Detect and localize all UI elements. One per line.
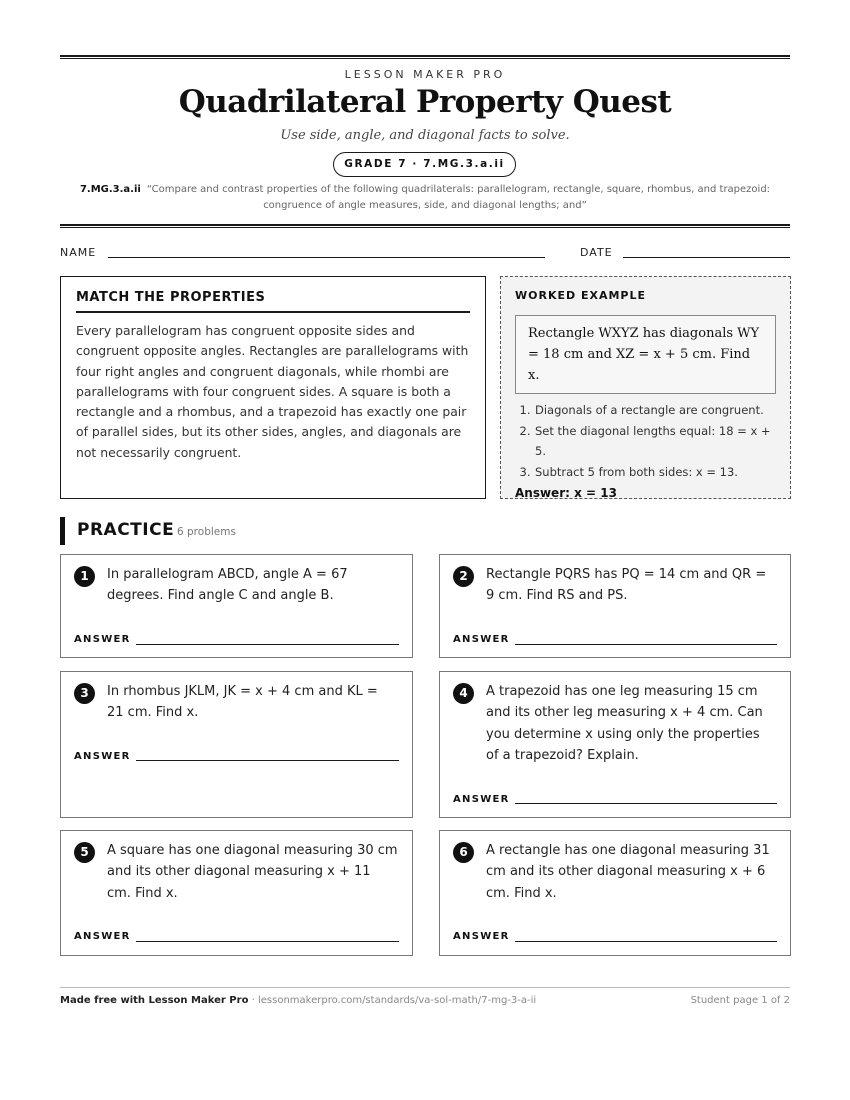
problem-text: Rectangle PQRS has PQ = 14 cm and QR = 9 cm. Find RS and PS. [486,567,767,604]
standard-code: 7.MG.3.a.ii [79,184,141,195]
problem-number-badge: 4 [453,683,474,704]
problem-card-3 [60,671,413,818]
worked-example-problem: Rectangle WXYZ has diagonals WY = 18 cm and XZ = x + 5 cm. Find x. [515,315,776,394]
worked-step: 1. Diagonals of a rectangle are congruent. [519,403,764,417]
answer-field[interactable] [515,803,777,804]
answer-field[interactable] [136,760,399,761]
worked-example-heading: WORKED EXAMPLE [515,289,646,302]
worked-step: 3. Subtract 5 from both sides: x = 13. [519,464,738,479]
name-field[interactable] [108,257,545,258]
header-bottom-rule [60,224,790,228]
answer-field[interactable] [136,644,399,645]
page-title: Quadrilateral Property Quest [178,84,672,120]
top-rule [60,55,790,59]
match-properties-heading: MATCH THE PROPERTIES [76,290,470,313]
problem-card-6 [439,830,791,956]
match-properties-panel [60,276,486,499]
brand-name: LESSON MAKER PRO [344,68,506,81]
worked-example-panel [500,276,791,499]
answer-label: ANSWER [453,931,510,942]
standard-description [75,182,775,214]
problem-card-2 [439,554,791,658]
footer-attribution [60,995,536,1006]
problem-number-badge: 1 [74,566,95,587]
footer-rule [60,987,790,988]
practice-accent-bar [60,517,65,545]
answer-label: ANSWER [453,634,510,645]
footer-made-with: Made free with Lesson Maker Pro [60,995,249,1006]
worked-step: 2. Set the diagonal lengths equal: 18 = x + 5. [519,423,771,458]
problem-text: In rhombus JKLM, JK = x + 4 cm and KL = 21 cm. Find x. [107,684,378,721]
grade-badge: GRADE 7 · 7.MG.3.a.ii [333,152,516,177]
problem-number-badge: 3 [74,683,95,704]
problem-card-1 [60,554,413,658]
date-field[interactable] [623,257,790,258]
problem-number-badge: 2 [453,566,474,587]
answer-label: ANSWER [74,751,131,762]
page-subtitle: Use side, angle, and diagonal facts to solve. [280,128,570,143]
problem-number-badge: 5 [74,842,95,863]
match-properties-text: Every parallelogram has congruent opposite sides and congruent opposite angles. Rectangles are parallelograms with four right angles and congruent diagonals, while rhombi are parallelograms with four congruent sides. A square is both a rectangle and a rhombus, and a trapezoid has exactly one pair of parallel sides, but its other sides, angles, and diagonals are not necessarily congruent. [76,323,469,460]
answer-label: ANSWER [74,634,131,645]
answer-field[interactable] [136,941,399,942]
worked-example-steps [515,400,776,482]
problem-card-5 [60,830,413,956]
problem-number-badge: 6 [453,842,474,863]
practice-title: PRACTICE [77,520,175,540]
problem-text: A trapezoid has one leg measuring 15 cm and its other leg measuring x + 4 cm. Can you determine x using only the properties of a trapezoid? Explain. [486,684,763,763]
problem-text: In parallelogram ABCD, angle A = 67 degrees. Find angle C and angle B. [107,567,348,604]
answer-field[interactable] [515,644,777,645]
answer-label: ANSWER [74,931,131,942]
problem-card-4 [439,671,791,818]
standard-text: “Compare and contrast properties of the following quadrilaterals: parallelogram, rectangle, square, rhombus, and trapezoid: congruence of angle measures, side, and diagonal lengths; and” [146,184,771,211]
practice-count: 6 problems [177,526,236,538]
worked-example-answer: Answer: x = 13 [515,486,617,500]
page-number: Student page 1 of 2 [690,995,790,1006]
name-label: NAME [60,246,97,259]
date-label: DATE [580,246,613,259]
problem-text: A square has one diagonal measuring 30 cm and its other diagonal measuring x + 11 cm. Find x. [107,843,398,901]
answer-label: ANSWER [453,794,510,805]
answer-field[interactable] [515,941,777,942]
problem-text: A rectangle has one diagonal measuring 31 cm and its other diagonal measuring x + 6 cm. Find x. [486,843,770,901]
footer-url[interactable]: · lessonmakerpro.com/standards/va-sol-math/7-mg-3-a-ii [248,995,537,1006]
